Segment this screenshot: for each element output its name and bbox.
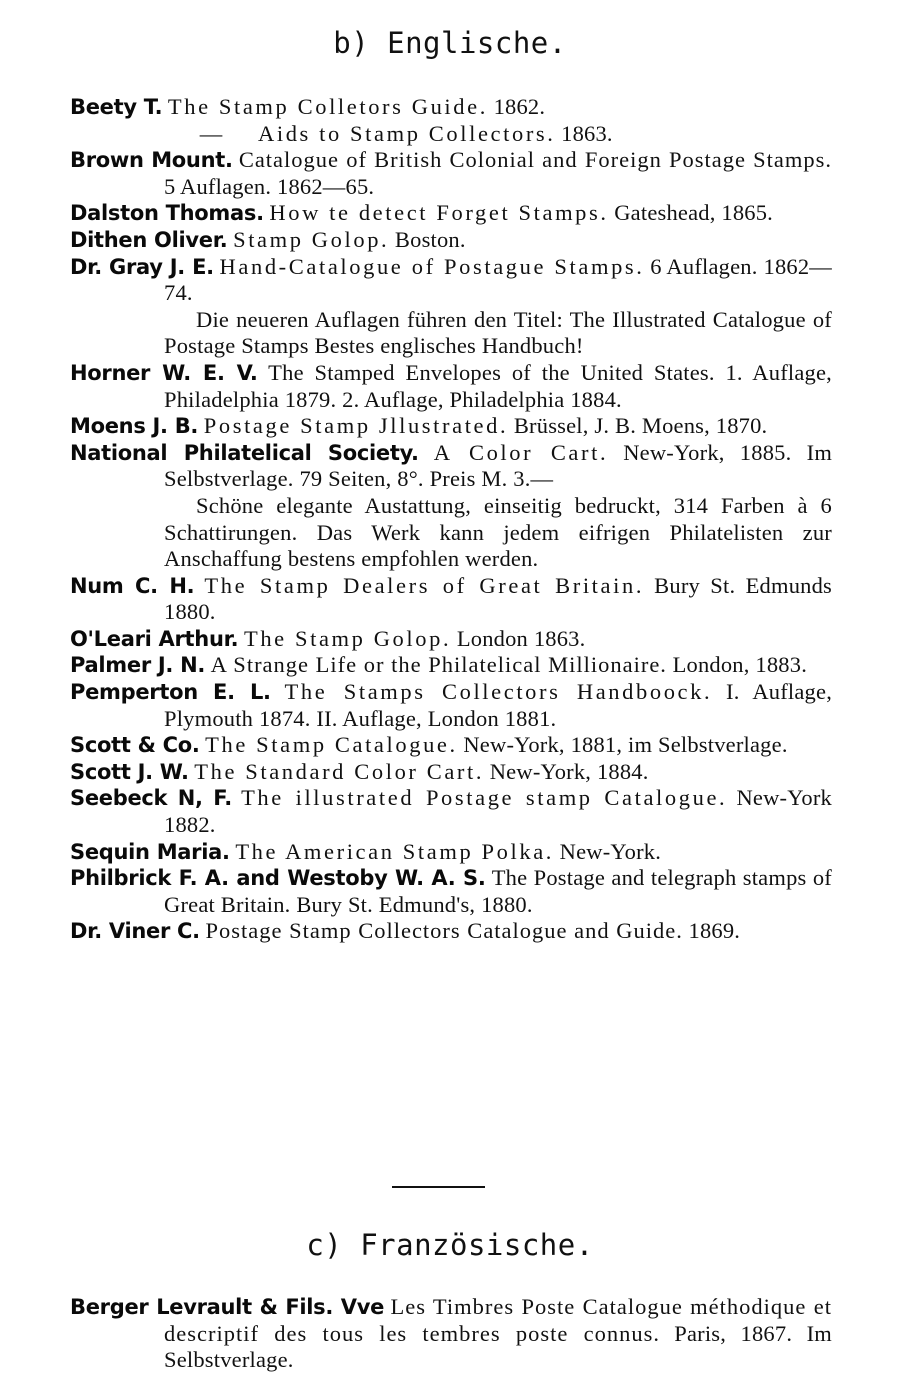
entry-details: Boston. [394,226,466,252]
bibliography-entry [70,679,832,732]
entry-author: Philbrick F. A. and Westoby W. A. S. [70,866,486,891]
entry-note [70,307,832,360]
bibliography-entry [70,94,832,121]
entry-author: Moens J. B. [70,414,199,439]
bibliography-entry [70,227,832,254]
bibliography-entry [70,573,832,626]
entry-details: Brüssel, J. B. Moens, 1870. [513,413,768,439]
entry-title: Postage Stamp Jllustrated. [203,413,509,439]
entry-author: Dalston Thomas. [70,201,264,226]
entry-title: The Stamps Collectors Handboock. [284,679,713,705]
entry-details: 1862. [493,94,546,119]
entry-title: The illustrated Postage stamp Catalogue. [241,785,728,811]
entry-author: Seebeck N, F. [70,786,232,811]
entry-details: New-York, 1884. [489,758,649,784]
entry-title: The Stamp Dealers of Great Britain. [204,572,645,598]
entry-title: The Stamp Golop. [243,625,452,651]
entry-title: Les Timbres Poste Catalogue méthodique et descriptif des tous les tembres poste connus. [164,1294,833,1346]
bibliography-list-franzoesische [70,1294,832,1374]
bibliography-entry [70,732,832,759]
entry-details: London, 1883. [672,652,808,678]
entry-title: The Stamp Catalogue. [205,732,458,758]
entry-details: Bury St. Edmunds 1880. [164,572,833,625]
entry-author: Beety T. [70,95,163,119]
entry-details: London 1863. [456,625,586,651]
entry-title: The Stamp Colletors Guide. [167,94,488,119]
entry-author: Dr. Viner C. [70,919,200,944]
bibliography-entry [70,839,832,866]
entry-details: The Stamped Envelopes of the United States. 1. Auflage, Philadelphia 1879. 2. Auflage, Philadelphia 1884. [164,359,833,412]
bibliography-list-englische [70,94,832,945]
entry-author: Pemperton E. L. [70,680,271,705]
entry-details: New-York 1882. [164,785,833,838]
entry-note [70,493,832,573]
bibliography-entry [70,121,832,148]
entry-author: O'Leari Arthur. [70,626,239,651]
bibliography-entry [70,865,832,918]
entry-details: New-York. [559,838,662,864]
bibliography-entry [70,626,832,653]
section-divider [392,1186,485,1188]
bibliography-entry [70,918,832,945]
bibliography-entry [70,652,832,679]
entry-title: Stamp Golop. [233,226,390,252]
entry-details: The Postage and telegraph stamps of Great Britain. Bury St. Edmund's, 1880. [164,865,832,917]
bibliography-entry [70,1294,832,1374]
ditto-dash: — [199,120,223,146]
entry-title: The Standard Color Cart. [194,758,485,784]
entry-author: Dr. Gray J. E. [70,254,214,279]
note-text: Schöne elegante Austattung, einseitig bedruckt, 314 Farben à 6 Schattirungen. Das Werk kann jedem eifrigen Philatelisten zur Anschaffung bestens empfohlen werden. [164,492,832,572]
entry-title: The American Stamp Polka. [235,838,555,864]
entry-author: Palmer J. N. [70,653,206,678]
bibliography-entry [70,413,832,440]
entry-author: Scott & Co. [70,733,200,758]
entry-author: Berger Levrault & Fils. Vve [70,1295,385,1319]
bibliography-entry [70,785,832,838]
entry-author: Sequin Maria. [70,839,230,864]
entry-details: Paris, 1867. Im Selbstverlage. [164,1320,832,1373]
entry-author: Brown Mount. [70,148,233,173]
entry-title: Catalogue of British Colonial and Foreign Postage Stamps. [238,147,833,173]
entry-details: New-York, 1881, im Selbstverlage. [463,732,788,758]
entry-details: Gateshead, 1865. [614,200,774,226]
entry-details: 6 Auflagen. 1862—74. [164,253,833,306]
bibliography-entry [70,759,832,786]
note-text: Die neueren Auflagen führen den Titel: The Illustrated Catalogue of Postage Stamps Bestes englisches Handbuch! [164,306,832,359]
section-heading-franzoesische: c) Französische. [306,1228,594,1262]
entry-details: 5 Auflagen. 1862—65. [164,173,375,199]
bibliography-entry [70,254,832,307]
bibliography-entry [70,200,832,227]
entry-title: A Color Cart. [433,439,609,465]
entry-title: A Strange Life or the Philatelical Millionaire. [210,652,667,678]
entry-author: Num C. H. [70,573,195,598]
bibliography-entry [70,440,832,493]
entry-author: Horner W. E. V. [70,360,258,385]
bibliography-entry [70,360,832,413]
bibliography-entry [70,147,832,200]
entry-title: Hand-Catalogue of Postague Stamps. [219,253,645,279]
entry-author: National Philatelical Society. [70,440,419,465]
entry-title: Aids to Stamp Collectors. [258,120,556,146]
section-heading-englische: b) Englische. [333,26,567,60]
entry-title: Postage Stamp Collectors Catalogue and Guide. [205,918,683,944]
entry-title: How te detect Forget Stamps. [269,200,609,226]
entry-author: Scott J. W. [70,759,189,784]
entry-author: Dithen Oliver. [70,227,228,252]
entry-details: New-York, 1885. Im Selbstverlage. 79 Seiten, 8°. Preis M. 3.— [164,439,833,492]
entry-details: 1863. [561,120,613,146]
entry-details: I. Auflage, Plymouth 1874. II. Auflage, London 1881. [164,679,833,731]
entry-details: 1869. [688,918,741,944]
